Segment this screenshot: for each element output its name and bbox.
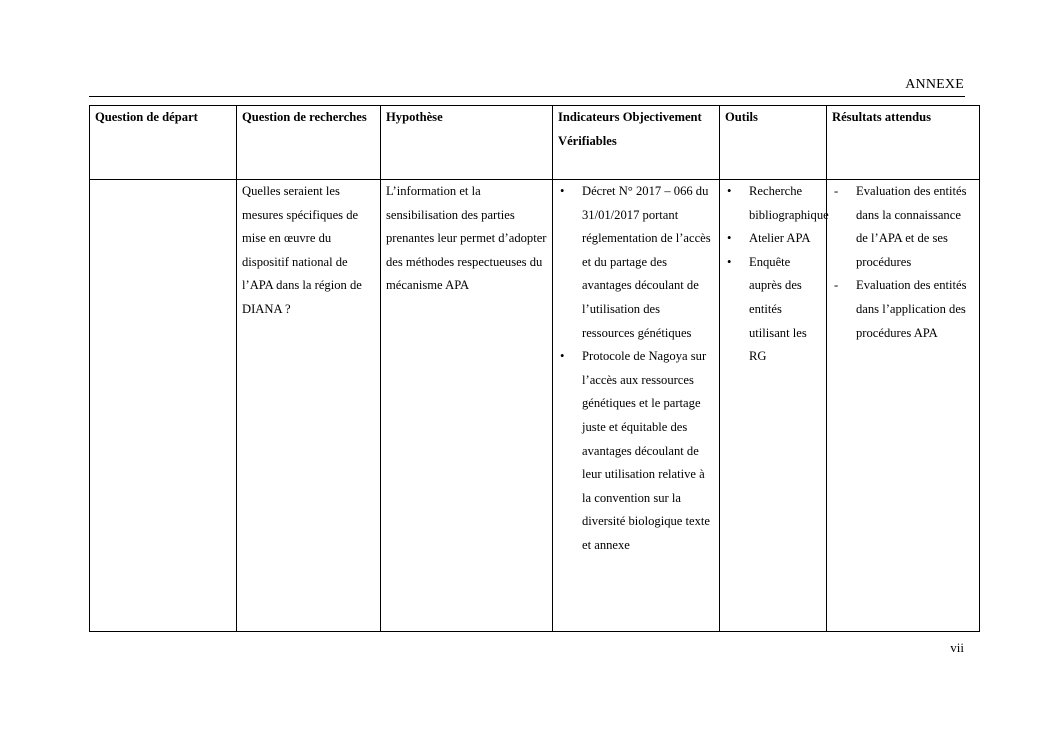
bullet-icon: • [727, 231, 732, 246]
column-header-hypothese: Hypothèse [381, 106, 553, 180]
indicateurs-list [558, 180, 714, 558]
column-header-question-depart: Question de départ [90, 106, 237, 180]
list-item [725, 227, 821, 251]
dash-icon: - [834, 184, 839, 198]
list-item [832, 274, 974, 345]
header-rule [89, 96, 965, 97]
question-recherches-text: Quelles seraient les mesures spécifiques de mise en œuvre du dispositif national de l’APA dans la région de DIANA ? [242, 184, 362, 316]
annex-table [89, 105, 980, 632]
dash-icon: - [834, 278, 839, 293]
list-item [558, 345, 714, 557]
column-header-resultats: Résultats attendus [827, 106, 980, 180]
bullet-icon: • [727, 184, 732, 198]
page-number: vii [950, 640, 964, 655]
column-header-question-recherches: Question de recherches [237, 106, 381, 180]
list-item [558, 180, 714, 345]
table-row [90, 180, 980, 632]
column-header-indicateurs: Indicateurs Objectivement Vérifiables [553, 106, 720, 180]
bullet-icon: • [727, 254, 732, 269]
cell-resultats [827, 180, 980, 632]
indicateur-text: Protocole de Nagoya sur l’accès aux ressources génétiques et le partage juste et équitable des avantages découlant de leur utilisation relative à la convention sur la diversité biologique texte et annexe [582, 349, 711, 552]
column-header-outils: Outils [720, 106, 827, 180]
cell-question-recherches [237, 180, 381, 632]
indicateur-text: Décret N° 2017 – 066 du 31/01/2017 portant réglementation de l’accès et du partage des avantages découlant de l’utilisation des ressources génétiques [582, 184, 711, 340]
resultat-text: Evaluation des entités dans l’application des procédures APA [856, 278, 967, 340]
cell-indicateurs [553, 180, 720, 632]
cell-hypothese [381, 180, 553, 632]
resultats-list [832, 180, 974, 345]
resultat-text: Evaluation des entités dans la connaissance de l’APA et de ses procédures [856, 184, 967, 269]
outil-text: Atelier APA [749, 231, 811, 246]
cell-outils [720, 180, 827, 632]
outil-text: Recherche bibliographique [749, 184, 829, 222]
page-header-title: ANNEXE [905, 77, 964, 92]
outil-text: Enquête auprès des entités utilisant les RG [749, 254, 807, 364]
cell-question-depart [90, 180, 237, 632]
list-item [725, 251, 821, 369]
outils-list [725, 180, 829, 369]
list-item [832, 180, 974, 274]
table-header-row [90, 106, 980, 180]
hypothese-text: L’information et la sensibilisation des parties prenantes leur permet d’adopter des méthodes respectueuses du mécanisme APA [386, 184, 547, 293]
bullet-icon: • [560, 349, 565, 364]
bullet-icon: • [560, 184, 565, 198]
list-item [725, 180, 829, 227]
